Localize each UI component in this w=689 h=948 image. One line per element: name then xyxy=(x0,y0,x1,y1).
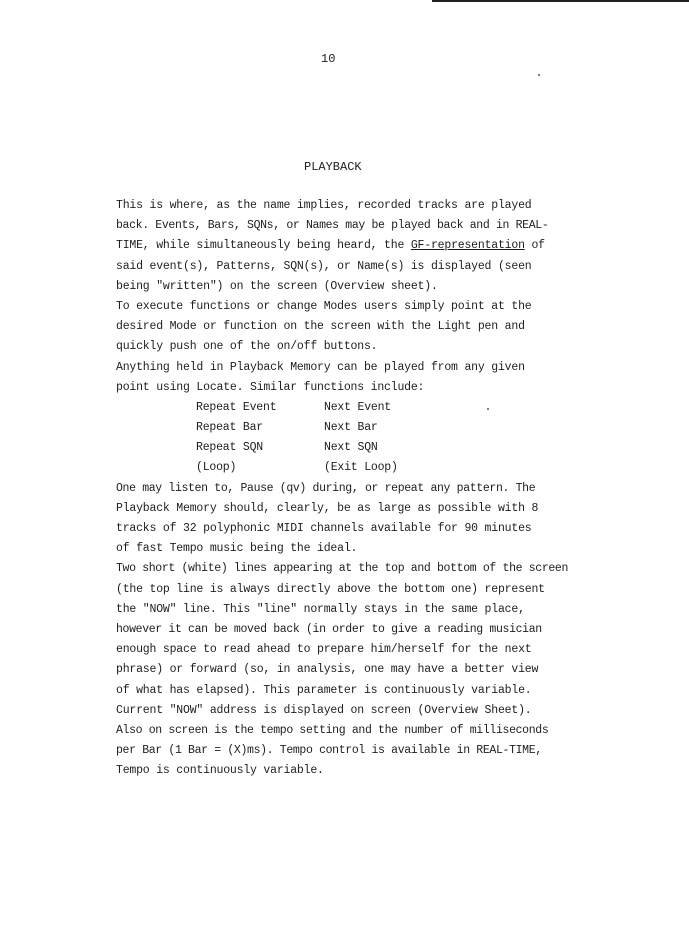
function-right: Next Bar xyxy=(324,421,378,435)
function-list xyxy=(196,398,586,479)
body-line: Also on screen is the tempo setting and the number of milliseconds xyxy=(116,723,549,737)
gf-representation-term: GF-representation xyxy=(410,239,525,253)
function-left: (Loop) xyxy=(196,461,237,475)
body-line: One may listen to, Pause (qv) during, or repeat any pattern. The xyxy=(116,481,536,495)
section-heading: PLAYBACK xyxy=(304,160,362,174)
top-rule xyxy=(432,0,689,2)
body-line: Current "NOW" address is displayed on screen (Overview Sheet). xyxy=(116,703,532,717)
function-right: Next SQN xyxy=(324,441,378,455)
scan-speck xyxy=(538,74,540,76)
body-line: (the top line is always directly above the bottom one) represent xyxy=(116,582,545,596)
function-left: Repeat Bar xyxy=(196,421,264,435)
body-line: back. Events, Bars, SQNs, or Names may be played back and in REAL- xyxy=(116,219,549,233)
body-line: Playback Memory should, clearly, be as large as possible with 8 xyxy=(116,501,539,515)
function-row xyxy=(196,438,586,458)
body-line: To execute functions or change Modes users simply point at the xyxy=(116,299,532,313)
function-row xyxy=(196,398,586,418)
body-line: however it can be moved back (in order to give a reading musician xyxy=(116,622,542,636)
function-left: Repeat SQN xyxy=(196,441,264,455)
body-line: Anything held in Playback Memory can be played from any given xyxy=(116,360,525,374)
body-line: phrase) or forward (so, in analysis, one may have a better view xyxy=(116,663,539,677)
body-line: Tempo is continuously variable. xyxy=(116,764,324,778)
body-line: enough space to read ahead to prepare him/herself for the next xyxy=(116,643,532,657)
page-number: 10 xyxy=(321,52,336,66)
body-line xyxy=(116,236,586,256)
body-line: desired Mode or function on the screen with the Light pen and xyxy=(116,320,525,334)
body-line: of fast Tempo music being the ideal. xyxy=(116,542,358,556)
line-text: TIME, while simultaneously being heard, the xyxy=(116,239,411,253)
body-line: point using Locate. Similar functions include: xyxy=(116,380,425,394)
function-right: (Exit Loop) xyxy=(324,461,398,475)
function-left: Repeat Event xyxy=(196,400,277,414)
function-row xyxy=(196,418,586,438)
body-line: Two short (white) lines appearing at the top and bottom of the screen xyxy=(116,562,569,576)
body-line: tracks of 32 polyphonic MIDI channels available for 90 minutes xyxy=(116,522,532,535)
body-line: of what has elapsed). This parameter is continuously variable. xyxy=(116,683,532,697)
function-row xyxy=(196,458,586,478)
line-text: of xyxy=(524,239,545,253)
body-text xyxy=(116,196,586,781)
body-line: the "NOW" line. This "line" normally stays in the same place, xyxy=(116,602,525,616)
body-line: said event(s), Patterns, SQN(s), or Name(s) is displayed (seen xyxy=(116,259,532,273)
body-line: being "written") on the screen (Overview sheet). xyxy=(116,279,438,293)
body-line: per Bar (1 Bar = (X)ms). Tempo control is available in REAL-TIME, xyxy=(116,744,542,758)
body-line: quickly push one of the on/off buttons. xyxy=(116,340,378,354)
body-line: This is where, as the name implies, recorded tracks are played xyxy=(116,199,532,212)
function-right: Next Event xyxy=(324,400,392,414)
